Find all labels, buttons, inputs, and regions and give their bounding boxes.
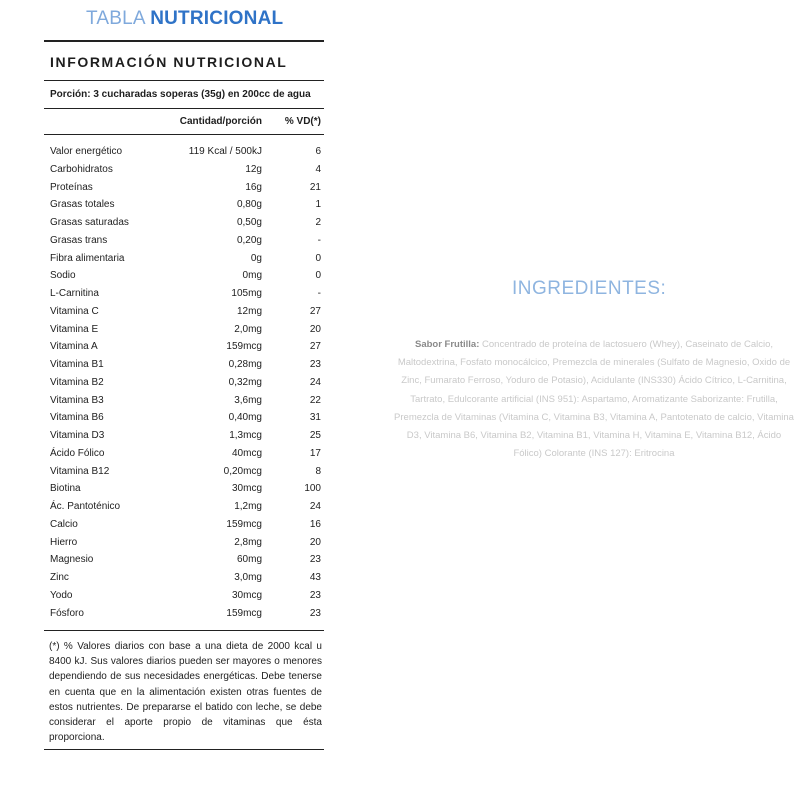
nutrient-quantity: 12g — [245, 163, 262, 175]
nutrition-rows — [44, 135, 324, 630]
nutrient-vd: 22 — [309, 394, 321, 406]
table-row — [44, 501, 324, 518]
nutrient-name: Yodo — [50, 589, 73, 601]
nutrient-name: Hierro — [50, 536, 78, 548]
nutrient-name: Vitamina D3 — [50, 430, 105, 441]
nutrient-vd: 23 — [309, 359, 321, 370]
nutrient-name: Grasas saturadas — [50, 217, 129, 228]
nutrient-vd: 25 — [309, 430, 321, 441]
nutrient-name: Sodio — [50, 270, 76, 282]
nutrient-quantity: 1,2mg — [234, 501, 262, 512]
nutrient-name: Vitamina B6 — [50, 412, 104, 424]
nutrient-quantity: 0,80g — [236, 199, 262, 211]
portion-text: Porción: 3 cucharadas soperas (35g) en 200cc de agua — [50, 89, 311, 100]
table-row — [44, 483, 324, 500]
nutrient-quantity: 0,20mcg — [223, 465, 262, 477]
table-row — [44, 590, 324, 607]
nutrient-quantity: 30mcg — [231, 589, 262, 601]
nutrient-name: Calcio — [50, 518, 78, 530]
nutrient-name: Proteínas — [50, 181, 93, 193]
table-row — [44, 199, 324, 216]
nutrient-name: Vitamina E — [50, 323, 99, 335]
table-row — [44, 466, 324, 483]
ingredients-label: Sabor Frutilla: — [414, 339, 480, 350]
nutrition-heading: INFORMACIÓN NUTRICIONAL — [50, 54, 288, 70]
nutrient-vd: 17 — [309, 447, 321, 459]
page-title-light: TABLA — [86, 8, 151, 29]
nutrient-vd: 21 — [309, 181, 321, 193]
nutrient-quantity: 105mg — [231, 288, 262, 299]
nutrient-quantity: 30mcg — [231, 483, 262, 495]
column-header — [44, 109, 324, 134]
table-row — [44, 146, 324, 163]
table-row — [44, 608, 324, 625]
nutrient-vd: - — [317, 234, 321, 246]
footnote: (*) % Valores diarios con base a una dieta de 2000 kcal u 8400 kJ. Sus valores diarios pueden ser mayores o menores dependiendo de sus necesidades energéticas. Debe tenerse en cuenta que en la alimentación existen otras fuentes de estos nutrientes. De prepararse el batido con leche, se debe considerar el aporte propio de vitaminas que ésta proporciona. — [49, 641, 322, 744]
nutrient-name: Grasas trans — [50, 234, 108, 246]
table-row — [44, 519, 324, 536]
column-header-vd: % VD(*) — [284, 116, 321, 127]
column-header-quantity: Cantidad/porción — [179, 116, 262, 127]
nutrient-quantity: 0,20g — [236, 234, 262, 246]
table-row — [44, 359, 324, 376]
nutrient-quantity: 1,3mcg — [229, 430, 262, 441]
nutrient-name: Vitamina A — [50, 341, 98, 353]
nutrient-vd: 2 — [315, 217, 321, 228]
table-row — [44, 324, 324, 341]
table-row — [44, 341, 324, 358]
nutrient-name: Zinc — [50, 572, 69, 583]
nutrient-name: Fibra alimentaria — [50, 252, 125, 264]
nutrient-quantity: 60mg — [236, 554, 262, 566]
nutrient-vd: 0 — [315, 252, 321, 264]
nutrient-vd: 31 — [309, 412, 321, 424]
table-row — [44, 377, 324, 394]
nutrient-quantity: 0,50g — [236, 217, 262, 228]
nutrient-name: Fósforo — [50, 607, 84, 619]
nutrient-quantity: 0,40mg — [228, 412, 262, 424]
nutrient-vd: - — [317, 288, 321, 299]
nutrient-quantity: 3,6mg — [234, 394, 262, 406]
nutrient-quantity: 0,28mg — [228, 359, 262, 370]
table-row — [44, 537, 324, 554]
nutrient-name: Vitamina B2 — [50, 376, 104, 388]
divider — [44, 749, 324, 750]
nutrient-quantity: 40mcg — [231, 447, 262, 459]
nutrient-vd: 4 — [315, 163, 321, 175]
nutrient-name: Vitamina C — [50, 305, 99, 317]
nutrient-vd: 27 — [309, 305, 321, 317]
table-row — [44, 572, 324, 589]
nutrient-quantity: 16g — [245, 181, 262, 193]
nutrient-quantity: 119 Kcal / 500kJ — [188, 146, 262, 157]
nutrient-quantity: 2,8mg — [234, 536, 262, 548]
table-row — [44, 182, 324, 199]
nutrient-vd: 0 — [315, 270, 321, 282]
table-row — [44, 270, 324, 287]
nutrient-name: Vitamina B12 — [50, 465, 110, 477]
nutrient-quantity: 0g — [250, 252, 262, 264]
nutrient-vd: 6 — [315, 146, 321, 157]
nutrient-vd: 27 — [309, 341, 321, 353]
nutrient-vd: 24 — [309, 501, 321, 512]
nutrient-vd: 24 — [309, 376, 321, 388]
table-row — [44, 164, 324, 181]
nutrient-name: Ácido Fólico — [50, 447, 105, 459]
table-row — [44, 253, 324, 270]
table-row — [44, 288, 324, 305]
table-row — [44, 554, 324, 571]
nutrient-quantity: 159mcg — [226, 341, 262, 353]
nutrient-vd: 23 — [309, 589, 321, 601]
nutrient-name: Valor energético — [50, 146, 123, 157]
nutrient-name: Carbohidratos — [50, 163, 113, 175]
table-row — [44, 448, 324, 465]
page-title — [86, 8, 283, 30]
nutrient-vd: 1 — [315, 199, 321, 211]
table-row — [44, 430, 324, 447]
nutrient-vd: 20 — [309, 536, 321, 548]
nutrient-vd: 20 — [309, 323, 321, 335]
page-title-bold: NUTRICIONAL — [150, 8, 284, 29]
nutrient-name: Grasas totales — [50, 199, 115, 211]
nutrient-vd: 8 — [315, 465, 321, 477]
nutrient-quantity: 0mg — [242, 270, 262, 282]
nutrition-panel — [44, 40, 324, 750]
nutrient-quantity: 159mcg — [226, 607, 262, 619]
nutrient-vd: 23 — [309, 607, 321, 619]
ingredients-list: Concentrado de proteína de lactosuero (Whey), Caseinato de Calcio, Maltodextrina, Fosfato monocálcico, Premezcla de minerales (Sulfato de Magnesio, Oxido de Zinc, Fumarato Ferroso, Yoduro de Potasio), Acidulante (INS330) Ácido Cítrico, L-Carnitina, Tartrato, Edulcorante artificial (INS 951): Aspartamo, Aromatizante Saborizante: Frutilla, Premezcla de Vitaminas (Vitamina C, Vitamina B3, Vitamina A, Pantotenato de calcio, Vitamina D3, Vitamina B6, Vitamina B2, Vitamina B1, Vitamina H, Vitamina E, Vitamina B12, Ácido Fólico) Colorante (INS 127): Eritrocina — [394, 339, 794, 460]
table-row — [44, 412, 324, 429]
nutrient-name: Vitamina B1 — [50, 359, 104, 370]
nutrient-vd: 100 — [304, 483, 321, 495]
nutrient-name: Biotina — [50, 483, 81, 495]
table-row — [44, 395, 324, 412]
ingredients-text — [394, 336, 794, 463]
ingredients-title: INGREDIENTES: — [512, 278, 667, 299]
nutrient-quantity: 2,0mg — [234, 323, 262, 335]
nutrient-name: Magnesio — [50, 554, 94, 566]
nutrient-quantity: 12mg — [236, 305, 262, 317]
nutrient-vd: 23 — [309, 554, 321, 566]
nutrient-quantity: 0,32mg — [228, 376, 262, 388]
nutrient-quantity: 3,0mg — [234, 572, 262, 583]
table-row — [44, 306, 324, 323]
nutrient-vd: 43 — [309, 572, 321, 583]
table-row — [44, 217, 324, 234]
nutrient-name: Vitamina B3 — [50, 394, 104, 406]
table-row — [44, 235, 324, 252]
nutrient-quantity: 159mcg — [226, 518, 262, 530]
nutrient-name: Ác. Pantoténico — [50, 501, 121, 512]
nutrient-name: L-Carnitina — [50, 288, 99, 299]
nutrient-vd: 16 — [309, 518, 321, 530]
